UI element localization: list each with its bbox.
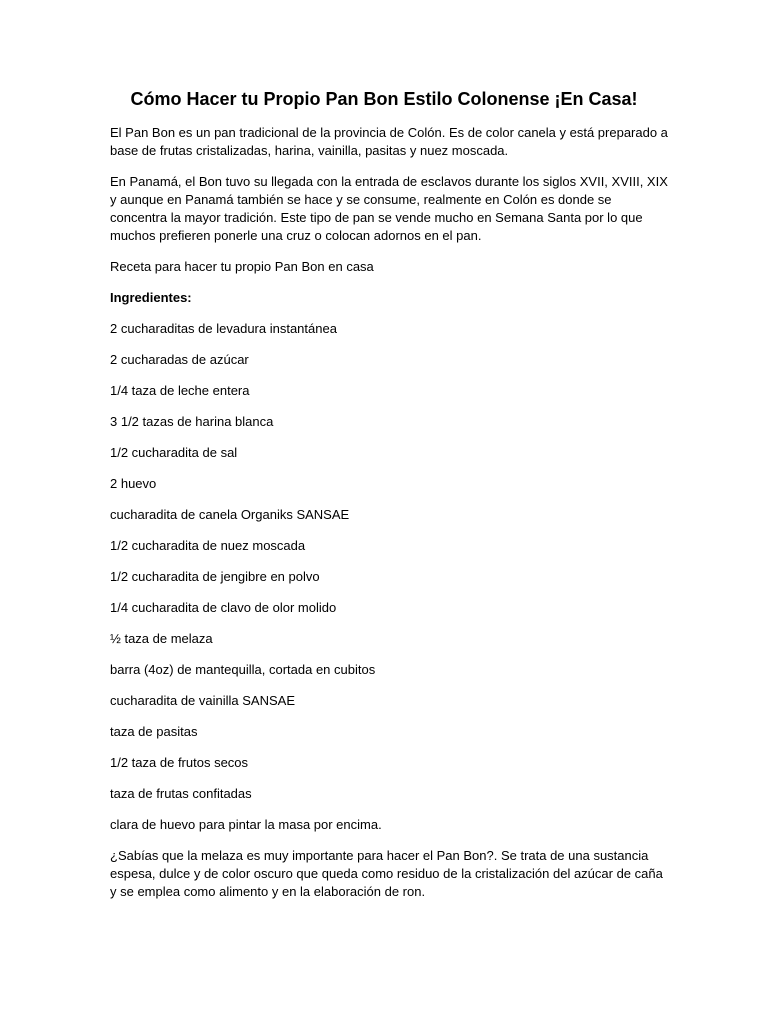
document-body	[110, 124, 670, 914]
ingredient-item: taza de frutas confitadas	[110, 786, 252, 801]
ingredient-item: 1/4 cucharadita de clavo de olor molido	[110, 600, 337, 615]
document-title: Cómo Hacer tu Propio Pan Bon Estilo Colonense ¡En Casa!	[130, 89, 638, 109]
ingredient-item: 1/2 taza de frutos secos	[110, 755, 249, 770]
ingredient-item: taza de pasitas	[110, 724, 198, 739]
ingredient-item: 1/2 cucharadita de jengibre en polvo	[110, 569, 320, 584]
ingredient-item: clara de huevo para pintar la masa por encima.	[110, 817, 382, 832]
ingredients-list	[110, 320, 670, 834]
ingredient-item: 2 cucharaditas de levadura instantánea	[110, 321, 337, 336]
ingredients-heading: Ingredientes:	[110, 290, 192, 305]
ingredient-item: ½ taza de melaza	[110, 631, 213, 646]
recipe-intro: Receta para hacer tu propio Pan Bon en casa	[110, 259, 374, 274]
ingredient-item: 3 1/2 tazas de harina blanca	[110, 414, 274, 429]
ingredient-item: cucharadita de canela Organiks SANSAE	[110, 507, 350, 522]
intro-paragraph: En Panamá, el Bon tuvo su llegada con la entrada de esclavos durante los siglos XVII, XVIII, XIX y aunque en Panamá también se hace y se consume, realmente en Colón es donde se concentra la mayor tradición. Este tipo de pan se vende mucho en Semana Santa por lo que muchos prefieren ponerle una cruz o colocan adornos en el pan.	[110, 174, 668, 243]
ingredient-item: 1/2 cucharadita de sal	[110, 445, 238, 460]
ingredient-item: barra (4oz) de mantequilla, cortada en cubitos	[110, 662, 376, 677]
ingredient-item: 2 huevo	[110, 476, 157, 491]
ingredient-item: 1/4 taza de leche entera	[110, 383, 250, 398]
ingredient-item: 2 cucharadas de azúcar	[110, 352, 249, 367]
closing-paragraph: ¿Sabías que la melaza es muy importante para hacer el Pan Bon?. Se trata de una sustancia espesa, dulce y de color oscuro que queda como residuo de la cristalización del azúcar de caña y se emplea como alimento y en la elaboración de ron.	[110, 848, 663, 899]
ingredient-item: cucharadita de vainilla SANSAE	[110, 693, 295, 708]
ingredient-item: 1/2 cucharadita de nuez moscada	[110, 538, 306, 553]
intro-paragraph: El Pan Bon es un pan tradicional de la provincia de Colón. Es de color canela y está preparado a base de frutas cristalizadas, harina, vainilla, pasitas y nuez moscada.	[110, 125, 668, 158]
